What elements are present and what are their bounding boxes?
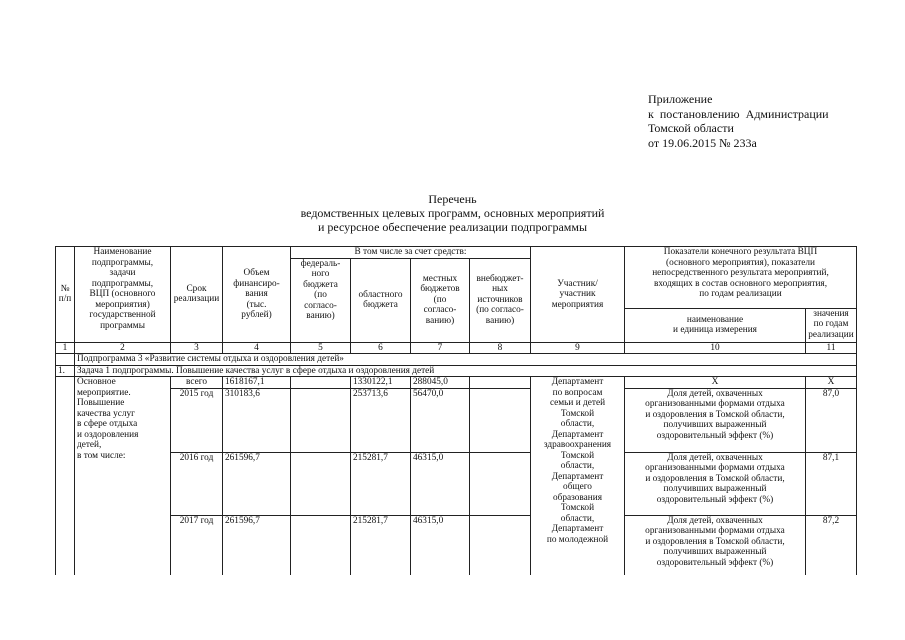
- header-term: Срок реализации: [171, 247, 223, 343]
- row-local: 46315,0: [411, 515, 470, 575]
- header-regional: областного бюджета: [351, 258, 411, 342]
- row-term: 2015 год: [171, 388, 223, 452]
- subprogram-num: [56, 354, 75, 366]
- row-extra: [470, 515, 531, 575]
- subprogram-title: Подпрограмма 3 «Развитие системы отдыха и оздоровления детей»: [75, 354, 857, 366]
- row-federal: [291, 388, 351, 452]
- row-indicator-name: Доля детей, охваченных организованными формами отдыха и оздоровления в Томской области, получивших выраженный оздоровительный эффект (%): [625, 452, 806, 515]
- header-indicator-name: наименование и единица измерения: [625, 308, 806, 342]
- row-indicator-value: X: [806, 377, 857, 389]
- col-number: 10: [625, 342, 806, 354]
- header-including: В том числе за счет средств:: [291, 247, 531, 259]
- activity-row-2016: [56, 452, 857, 515]
- col-number: 8: [470, 342, 531, 354]
- title-line-2: ведомственных целевых программ, основных мероприятий: [300, 206, 605, 220]
- row-volume: 261596,7: [223, 452, 291, 515]
- col-number: 2: [75, 342, 171, 354]
- row-federal: [291, 377, 351, 389]
- header-federal: федераль- ного бюджета (по согласо- ванию): [291, 258, 351, 342]
- appendix-line-1: Приложение: [648, 92, 713, 106]
- row-local: 288045,0: [411, 377, 470, 389]
- activity-row-2015: [56, 388, 857, 452]
- row-federal: [291, 452, 351, 515]
- row-indicator-value: 87,2: [806, 515, 857, 575]
- row-extra: [470, 388, 531, 452]
- row-indicator-name: Доля детей, охваченных организованными формами отдыха и оздоровления в Томской области, получивших выраженный оздоровительный эффект (%): [625, 515, 806, 575]
- header-name: Наименование подпрограммы, задачи подпрограммы, ВЦП (основного мероприятия) государственной программы: [75, 247, 171, 343]
- row-regional: 1330122,1: [351, 377, 411, 389]
- title-line-1: Перечень: [428, 192, 477, 206]
- appendix-line-4: от 19.06.2015 № 233а: [648, 135, 757, 150]
- header-volume: Объем финансиро- вания (тыс. рублей): [223, 247, 291, 343]
- col-number: 4: [223, 342, 291, 354]
- row-volume: 1618167,1: [223, 377, 291, 389]
- activity-row-2017: [56, 515, 857, 575]
- col-number: 1: [56, 342, 75, 354]
- row-local: 56470,0: [411, 388, 470, 452]
- row-federal: [291, 515, 351, 575]
- col-number: 11: [806, 342, 857, 354]
- participants: Департамент по вопросам семьи и детей Томской области, Департамент здравоохранения Томской области, Департамент общего образования Томской области, Департамент по молодежной: [531, 377, 625, 576]
- col-number: 7: [411, 342, 470, 354]
- header-participant: Участник/ участник мероприятия: [531, 247, 625, 343]
- activity-num: [56, 377, 75, 576]
- header-extra: внебюджет- ных источников (по согласо- ванию): [470, 258, 531, 342]
- row-regional: 215281,7: [351, 515, 411, 575]
- header-num: № п/п: [56, 247, 75, 343]
- row-indicator-name: Доля детей, охваченных организованными формами отдыха и оздоровления в Томской области, получивших выраженный оздоровительный эффект (%): [625, 388, 806, 452]
- row-indicator-value: 87,0: [806, 388, 857, 452]
- row-volume: 261596,7: [223, 515, 291, 575]
- row-term: 2017 год: [171, 515, 223, 575]
- row-regional: 253713,6: [351, 388, 411, 452]
- row-extra: [470, 452, 531, 515]
- row-term: всего: [171, 377, 223, 389]
- title-line-3: и ресурсное обеспечение реализации подпрограммы: [317, 220, 588, 234]
- appendix-block: [648, 92, 829, 150]
- row-indicator-name: X: [625, 377, 806, 389]
- activity-name: Основное мероприятие. Повышение качества услуг в сфере отдыха и оздоровления детей, в том числе:: [75, 377, 171, 576]
- task-row: [56, 365, 857, 377]
- col-number: 6: [351, 342, 411, 354]
- activity-row-total: [56, 377, 857, 389]
- row-volume: 310183,6: [223, 388, 291, 452]
- col-number: 9: [531, 342, 625, 354]
- row-indicator-value: 87,1: [806, 452, 857, 515]
- row-term: 2016 год: [171, 452, 223, 515]
- row-local: 46315,0: [411, 452, 470, 515]
- column-numbers-row: [56, 342, 857, 354]
- document-title: [0, 192, 905, 234]
- programs-table: [55, 246, 857, 575]
- subprogram-row: [56, 354, 857, 366]
- appendix-line-2: к постановлению Администрации: [648, 106, 829, 121]
- header-indicators: Показатели конечного результата ВЦП (основного мероприятия), показатели непосредственного результата мероприятий, входящих в состав основного мероприятия, по годам реализации: [625, 247, 857, 309]
- col-number: 3: [171, 342, 223, 354]
- col-number: 5: [291, 342, 351, 354]
- task-num: 1.: [56, 365, 75, 377]
- appendix-line-3: Томской области: [648, 121, 734, 135]
- task-title: Задача 1 подпрограммы. Повышение качества услуг в сфере отдыха и оздоровления детей: [75, 365, 857, 377]
- row-regional: 215281,7: [351, 452, 411, 515]
- row-extra: [470, 377, 531, 389]
- header-indicator-value: значения по годам реализации: [806, 308, 857, 342]
- header-local: местных бюджетов (по согласо- ванию): [411, 258, 470, 342]
